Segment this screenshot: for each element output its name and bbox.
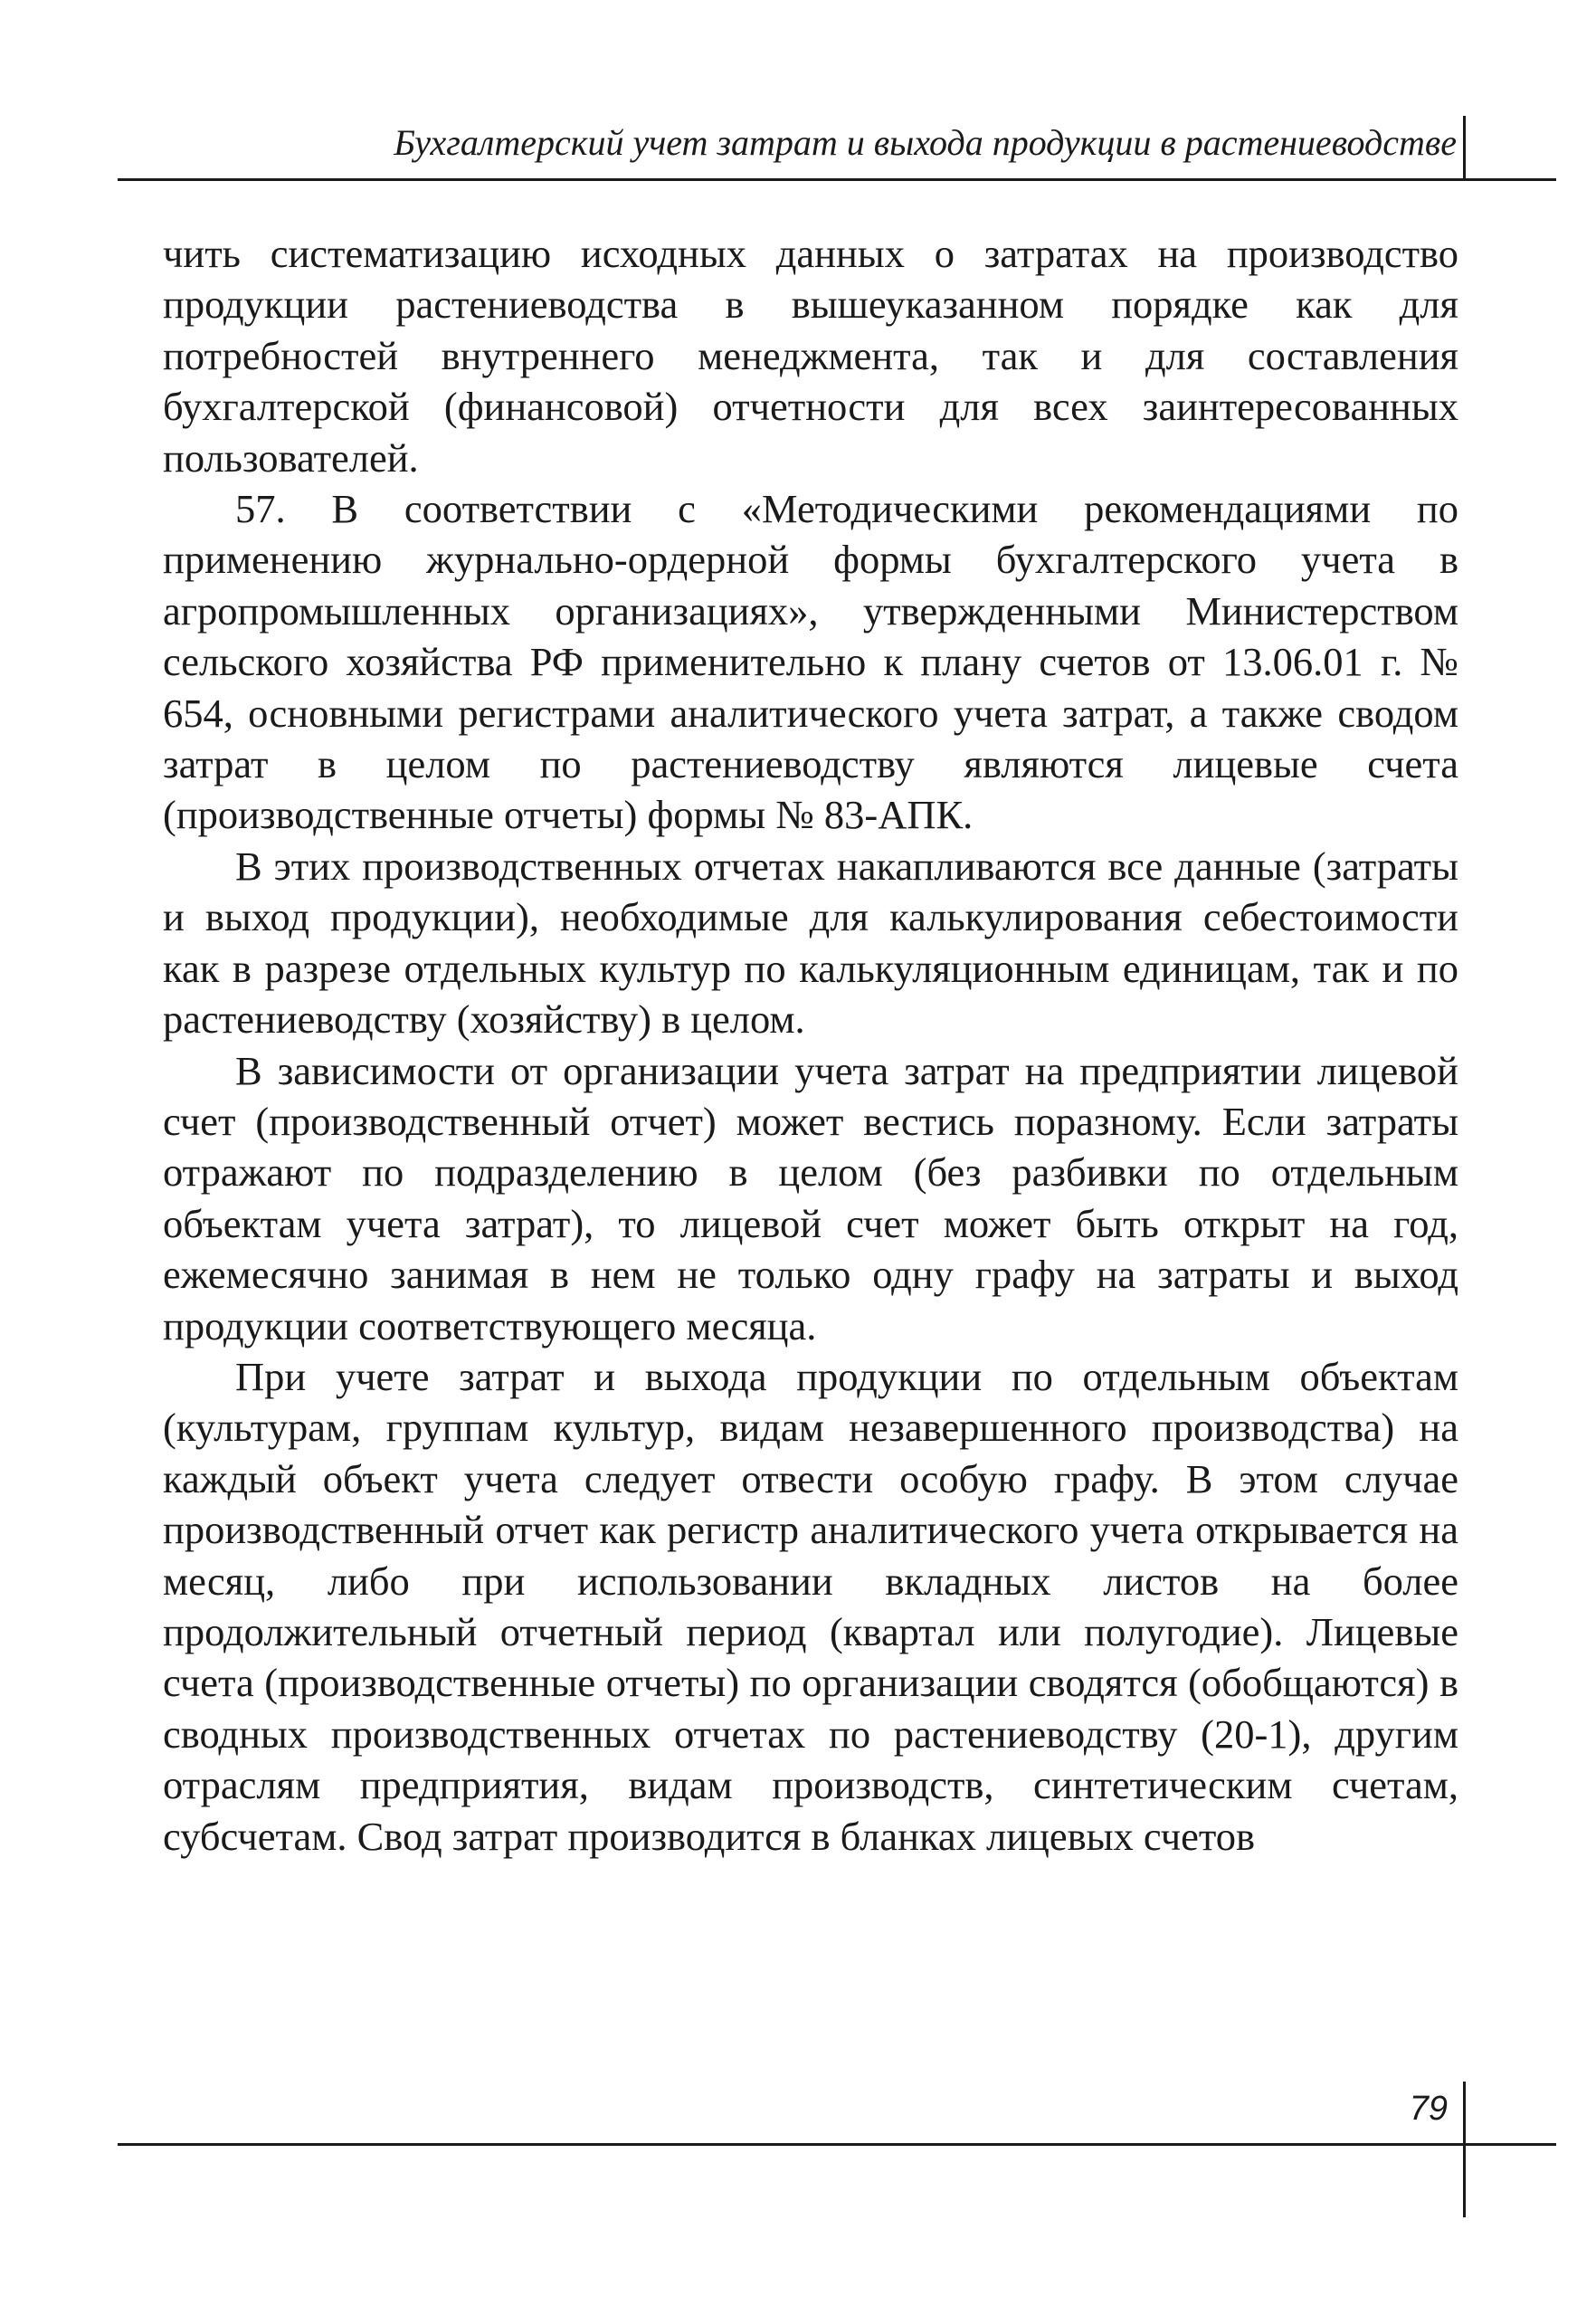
paragraph-account-organization: В зависимости от организации учета затрат на предприятии лицевой счет (производственный отчет) может вестись поразному. Если затраты отражают по подразделению в целом (без разбивки по отдельным объектам учета затрат), то лицевой счет может быть открыт на год, ежемесячно занимая в нем не только одну графу на затраты и выход продукции соответствующего месяца.: [163, 1047, 1458, 1348]
paragraph-continuation: чить систематизацию исходных данных о затратах на производство продукции растениеводства в вышеуказанном порядке как для потребностей внутреннего менеджмента, так и для составления бухгалтерской (финансовой) отчетности для всех заинтересованных пользователей.: [163, 231, 1458, 481]
paragraph-cost-objects: При учете затрат и выхода продукции по отдельным объектам (культурам, группам культур, видам незавершенного производства) на каждый объект учета следует отвести особую графу. В этом случае производственный отчет как регистр аналитического учета открывается на месяц, либо при использовании вкладных листов на более продолжительный отчетный период (квартал или полугодие). Лицевые счета (производственные отчеты) по организации сводятся (обобщаются) в сводных производственных отчетах по растениеводству (20-1), другим отраслям предприятия, видам производств, синтетическим счетам, субсчетам. Свод затрат производится в бланках лицевых счетов: [163, 1353, 1458, 1859]
running-head: Бухгалтерский учет затрат и выхода продукции в растениеводстве: [394, 122, 1457, 163]
footer-vertical-rule: [1463, 2082, 1466, 2217]
paragraph-57: 57. В соответствии с «Методическими рекомендациями по применению журнально-ордерной формы бухгалтерского учета в агропромышленных организациях», утвержденными Министерством сельского хозяйства РФ применительно к плану счетов от 13.06.01 г. № 654, основными регистрами аналитического учета затрат, а также сводом затрат в целом по растениеводству являются лицевые счета (производственные отчеты) формы № 83-АПК.: [163, 486, 1458, 838]
body-text: [163, 228, 1458, 1862]
page-number: 79: [1409, 2090, 1448, 2128]
header-rule: [118, 178, 1556, 181]
footer-rule: [118, 2143, 1556, 2146]
header-vertical-rule: [1463, 116, 1466, 181]
paragraph-production-reports: В этих производственных отчетах накапливаются все данные (затраты и выход продукции), необходимые для калькулирования себестоимости как в разрезе отдельных культур по калькуляционным единицам, так и по растениеводству (хозяйству) в целом.: [163, 843, 1458, 1043]
